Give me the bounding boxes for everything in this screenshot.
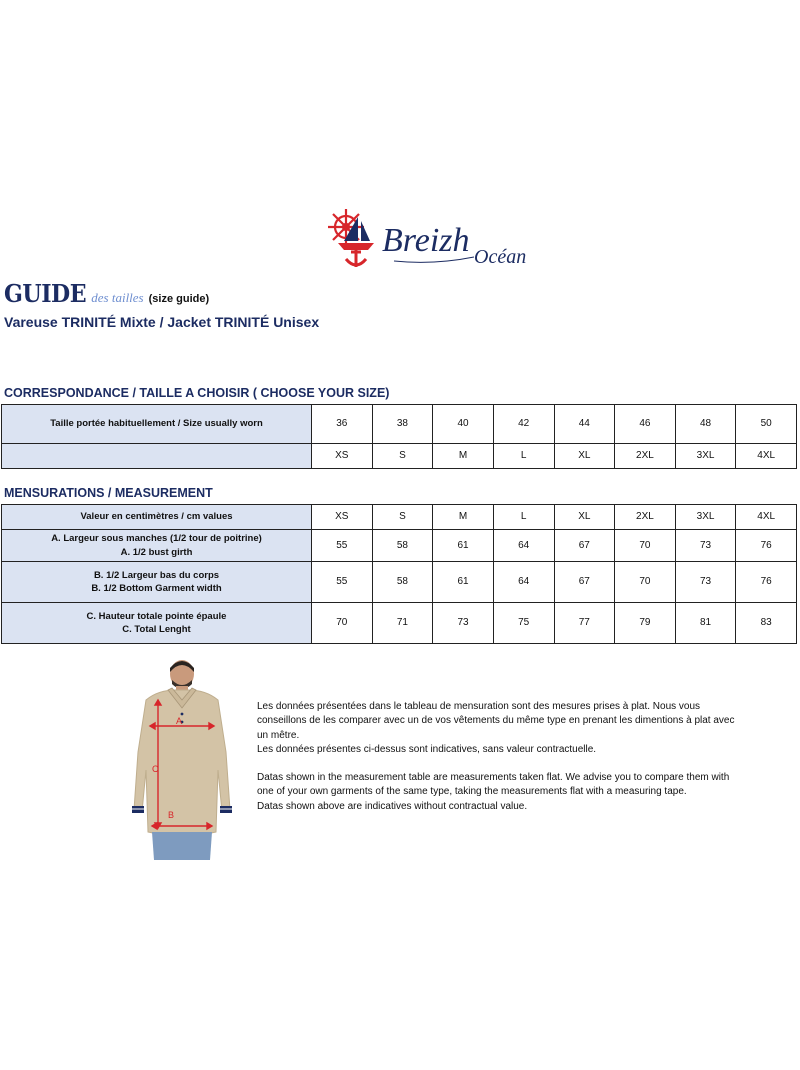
size-cell: 36 xyxy=(312,405,373,444)
brand-logo xyxy=(324,205,554,273)
measurement-title: MENSURATIONS / MEASUREMENT xyxy=(4,486,213,500)
size-cell: 38 xyxy=(372,405,433,444)
garment-measurement-photo xyxy=(118,660,248,860)
value-cell: 75 xyxy=(493,603,554,644)
value-cell: 55 xyxy=(312,562,373,603)
value-cell: 67 xyxy=(554,530,615,562)
value-cell: 73 xyxy=(675,562,736,603)
table-row xyxy=(2,405,797,444)
value-cell: 81 xyxy=(675,603,736,644)
size-correspondence-table xyxy=(1,404,797,469)
size-cell: 44 xyxy=(554,405,615,444)
value-cell: 64 xyxy=(493,562,554,603)
value-cell: 64 xyxy=(493,530,554,562)
size-header: 2XL xyxy=(615,505,676,530)
size-cell: M xyxy=(433,444,494,469)
size-header: 4XL xyxy=(736,505,797,530)
size-cell: 2XL xyxy=(615,444,676,469)
measure-label-c: C xyxy=(152,764,159,774)
guide-word: GUIDE xyxy=(4,279,87,308)
anchor-icon xyxy=(346,249,366,267)
size-cell: XS xyxy=(312,444,373,469)
sailboat-icon xyxy=(338,217,374,250)
size-cell: 50 xyxy=(736,405,797,444)
value-cell: 70 xyxy=(312,603,373,644)
size-cell: 42 xyxy=(493,405,554,444)
row-label-en: B. 1/2 Bottom Garment width xyxy=(91,583,222,594)
row-label-fr: C. Hauteur totale pointe épaule xyxy=(86,610,227,622)
size-cell: XL xyxy=(554,444,615,469)
row-label-bottom xyxy=(2,562,312,603)
value-cell: 83 xyxy=(736,603,797,644)
size-cell: 46 xyxy=(615,405,676,444)
size-header: S xyxy=(372,505,433,530)
value-cell: 73 xyxy=(675,530,736,562)
row-label-en: C. Total Lenght xyxy=(122,624,191,635)
value-cell: 61 xyxy=(433,530,494,562)
value-cell: 79 xyxy=(615,603,676,644)
size-header: 3XL xyxy=(675,505,736,530)
table-row xyxy=(2,603,797,644)
value-cell: 61 xyxy=(433,562,494,603)
note-fr-1: Les données présentées dans le tableau de mensuration sont des mesures prises à plat. Nous vous conseillons de les comparer avec un de vos vêtements du même type en prenant les dimentions à plat avec un mêtre. xyxy=(257,701,735,741)
product-title: Vareuse TRINITÉ Mixte / Jacket TRINITÉ Unisex xyxy=(4,314,320,330)
guide-subtitle: des tailles xyxy=(91,290,144,305)
value-cell: 58 xyxy=(372,562,433,603)
guide-heading xyxy=(4,279,209,308)
size-cell: 4XL xyxy=(736,444,797,469)
size-header: M xyxy=(433,505,494,530)
size-cell: S xyxy=(372,444,433,469)
value-cell: 70 xyxy=(615,562,676,603)
size-cell: L xyxy=(493,444,554,469)
brand-name-part1: Breizh xyxy=(382,222,470,259)
size-header: XL xyxy=(554,505,615,530)
correspondance-title: CORRESPONDANCE / TAILLE A CHOISIR ( CHOOSE YOUR SIZE) xyxy=(4,386,390,400)
value-cell: 76 xyxy=(736,562,797,603)
cm-values-label: Valeur en centimètres / cm values xyxy=(2,505,312,530)
value-cell: 70 xyxy=(615,530,676,562)
value-cell: 73 xyxy=(433,603,494,644)
row-label-length xyxy=(2,603,312,644)
size-cell: 48 xyxy=(675,405,736,444)
value-cell: 77 xyxy=(554,603,615,644)
table-header-row xyxy=(2,505,797,530)
measurement-table xyxy=(1,504,797,644)
size-header: XS xyxy=(312,505,373,530)
note-en-2: Datas shown above are indicatives without contractual value. xyxy=(257,800,528,812)
table-row xyxy=(2,530,797,562)
measure-label-a: A xyxy=(176,716,183,726)
note-fr-2: Les données présentes ci-dessus sont indicatives, sans valeur contractuelle. xyxy=(257,743,597,755)
row-label-fr: A. Largeur sous manches (1/2 tour de poitrine) xyxy=(51,533,262,545)
value-cell: 71 xyxy=(372,603,433,644)
value-cell: 55 xyxy=(312,530,373,562)
empty-label-cell xyxy=(2,444,312,469)
size-header: L xyxy=(493,505,554,530)
measurement-notes xyxy=(257,700,737,814)
row-label-fr: B. 1/2 Largeur bas du corps xyxy=(93,569,220,581)
row-label-bust xyxy=(2,530,312,562)
usual-size-label: Taille portée habituellement / Size usually worn xyxy=(2,405,312,444)
note-en-1: Datas shown in the measurement table are measurements taken flat. We advise you to compare them with one of your own garments of the same type, taking the measurements flat with a measuring tape. xyxy=(257,772,730,798)
table-row xyxy=(2,562,797,603)
value-cell: 58 xyxy=(372,530,433,562)
size-cell: 3XL xyxy=(675,444,736,469)
size-cell: 40 xyxy=(433,405,494,444)
table-row xyxy=(2,444,797,469)
value-cell: 67 xyxy=(554,562,615,603)
guide-english: (size guide) xyxy=(148,293,210,305)
value-cell: 76 xyxy=(736,530,797,562)
brand-name-part2: Océan xyxy=(474,246,527,268)
row-label-en: A. 1/2 bust girth xyxy=(120,546,193,558)
measure-label-b: B xyxy=(168,810,175,820)
